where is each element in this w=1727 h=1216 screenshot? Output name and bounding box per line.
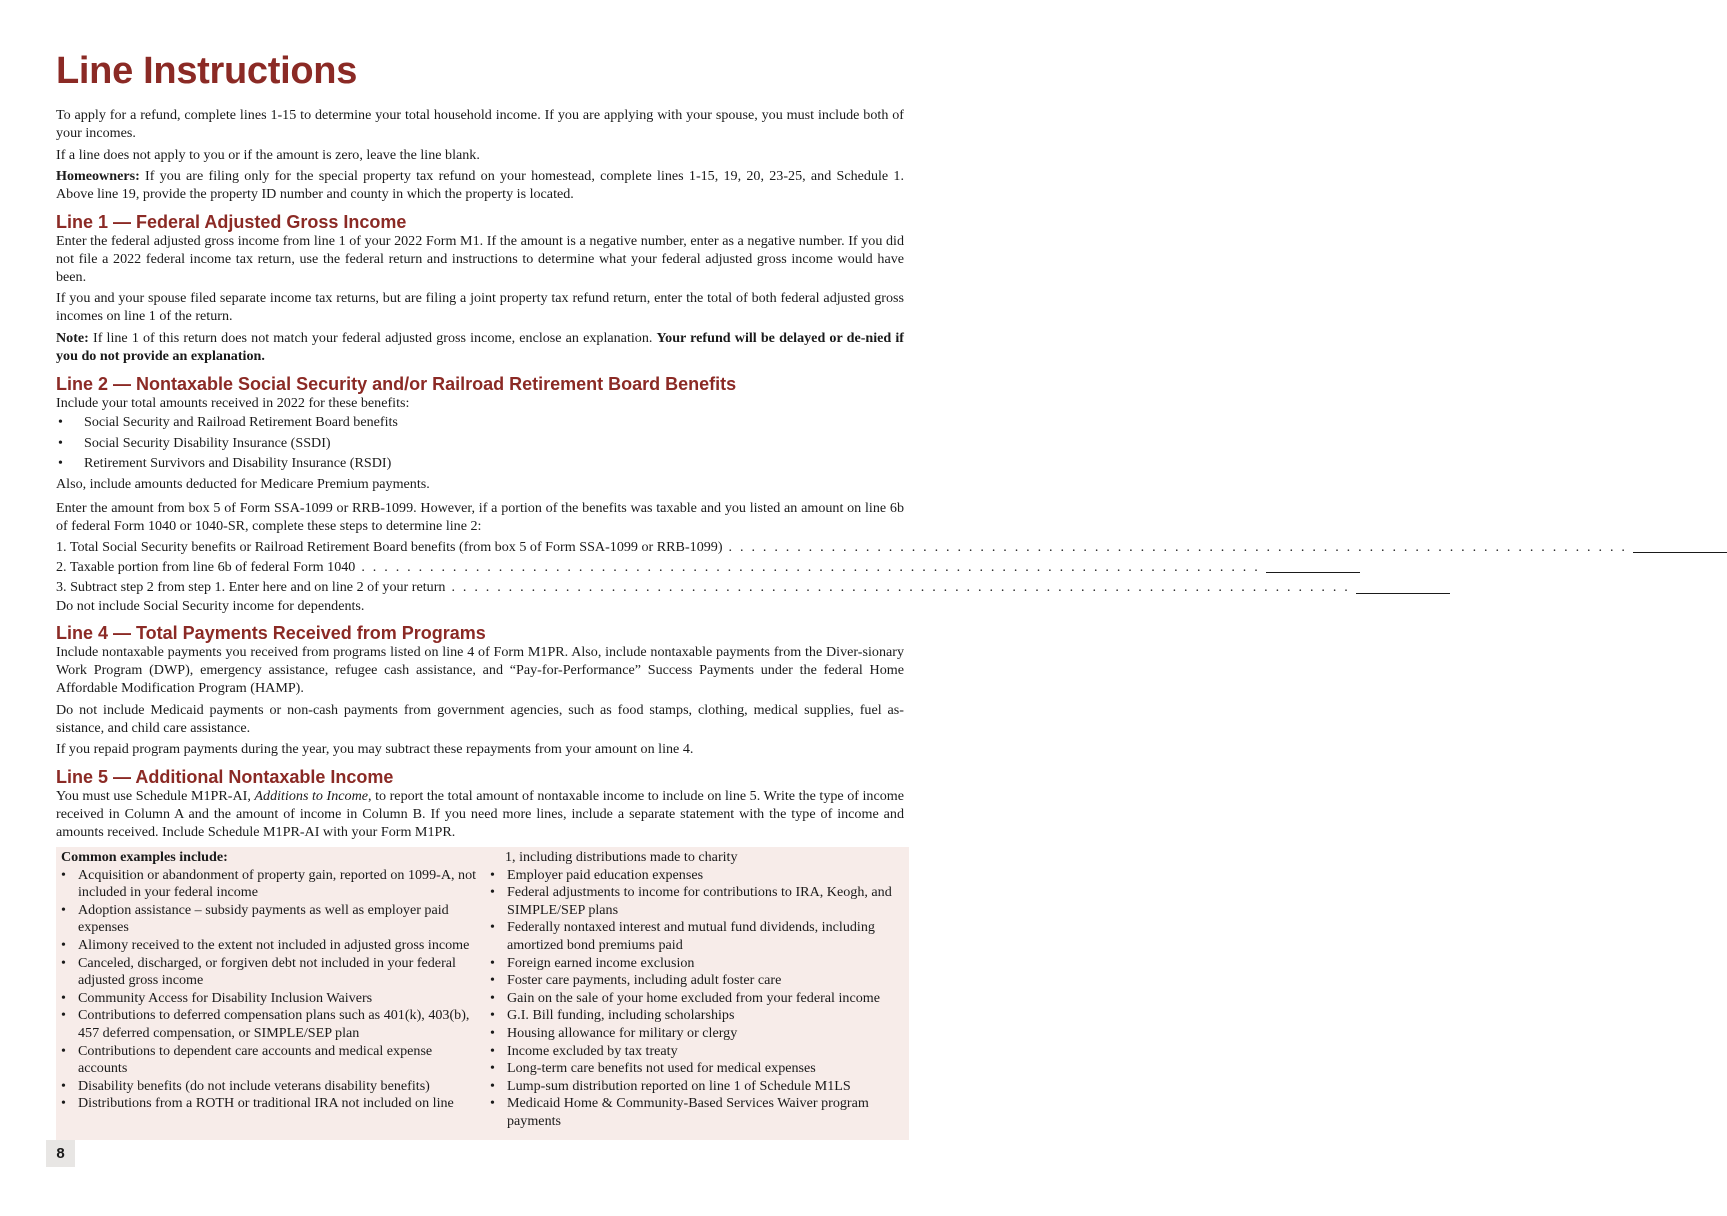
list-item: • Contributions to deferred compensation plans such as 401(k), 403(b), 457 deferred compensation, or SIMPLE/SEP plan — [60, 1007, 478, 1042]
line1-paragraph: If you and your spouse filed separate income tax returns, but are filing a joint property tax refund return, enter the total of both federal adjusted gross incomes on line 1 of the return. — [56, 290, 904, 325]
list-item: • Lump-sum distribution reported on line 1 of Schedule M1LS — [489, 1078, 907, 1096]
examples-list-right — [489, 867, 907, 1131]
list-item: • Foreign earned income exclusion — [489, 955, 907, 973]
line5-heading: Line 5 — Additional Nontaxable Income — [56, 767, 394, 788]
list-item: • Social Security Disability Insurance (SSDI) — [56, 433, 904, 453]
step-2-amount-blank — [1266, 558, 1360, 573]
line2-paragraph: Also, include amounts deducted for Medicare Premium payments. — [56, 476, 430, 493]
list-item: • Social Security and Railroad Retirement Board benefits — [56, 412, 904, 432]
line4-paragraph: If you repaid program payments during the year, you may subtract these repayments from your amount on line 4. — [56, 741, 694, 758]
note-label: Note: — [56, 329, 89, 346]
line5-text: You must use Schedule M1PR-AI, — [56, 788, 255, 805]
note-warning: Your refund will be delayed or de-nied if you do not provide an explanation. — [56, 329, 904, 364]
list-item: • Contributions to dependent care accounts and medical expense accounts — [60, 1043, 478, 1078]
line4-paragraph: Include nontaxable payments you received from programs listed on line 4 of Form M1PR. Also, include nontaxable payments from the Diver-sionary Work Program (DWP), emergency assistance, refugee cash assistance, and “Pay-for-Performance” Success Payments under the federal Home Affordable Modification Program (HAMP). — [56, 644, 904, 696]
step-3-amount-blank — [1356, 579, 1450, 594]
list-item-continuation: 1, including distributions made to charity — [505, 849, 738, 865]
line1-paragraph: Enter the federal adjusted gross income from line 1 of your 2022 Form M1. If the amount is a negative number, enter as a negative number. If you did not file a 2022 federal income tax return, use the federal return and instructions to determine what your federal adjusted gross income would have been. — [56, 232, 904, 285]
instructions-body — [56, 107, 1628, 846]
line2-heading: Line 2 — Nontaxable Social Security and/or Railroad Retirement Board Benefits — [56, 373, 737, 394]
intro-paragraph: To apply for a refund, complete lines 1-15 to determine your total household income. If you are applying with your spouse, you must include both of your incomes. — [56, 107, 904, 141]
line1-heading: Line 1 — Federal Adjusted Gross Income — [56, 211, 407, 232]
step-text: 1. Total Social Security benefits or Railroad Retirement Board benefits (from box 5 of Form SSA-1099 or RRB-1099) — [56, 538, 723, 555]
step-row — [56, 577, 1351, 597]
list-item: • Federally nontaxed interest and mutual fund dividends, including amortized bond premiums paid — [489, 919, 907, 954]
page-number: 8 — [46, 1140, 75, 1167]
list-item: • Adoption assistance – subsidy payments as well as employer paid expenses — [60, 902, 478, 937]
list-item: • Retirement Survivors and Disability Insurance (RSDI) — [56, 453, 904, 473]
list-item: • Acquisition or abandonment of property gain, reported on 1099-A, not included in your federal income — [60, 867, 478, 902]
line2-paragraph: Do not include Social Security income for dependents. — [56, 597, 365, 614]
line5-text: , to report the total amount of nontaxable income to include on line 5. Write the type of income received in Column A and the amount of income in Column B. If you need more lines, include a separate statement with the type of income and amounts received. Include Schedule M1PR-AI with your Form M1PR. — [56, 788, 905, 840]
common-examples-box — [56, 847, 909, 1140]
list-item: • Federal adjustments to income for contributions to IRA, Keogh, and SIMPLE/SEP plans — [489, 884, 907, 919]
step-text: 3. Subtract step 2 from step 1. Enter here and on line 2 of your return — [56, 579, 446, 596]
list-item: • Community Access for Disability Inclusion Waivers — [60, 990, 478, 1008]
line5-paragraph — [56, 788, 904, 841]
list-item: • Foster care payments, including adult foster care — [489, 972, 907, 990]
step-row — [56, 557, 1260, 577]
line2-paragraph: Enter the amount from box 5 of Form SSA-1099 or RRB-1099. However, if a portion of the benefits was taxable and you listed an amount on line 6b of federal Form 1040 or 1040-SR, complete these steps to determine line 2: — [56, 500, 904, 534]
page-title: Line Instructions — [56, 50, 358, 92]
homeowners-paragraph — [56, 168, 904, 204]
examples-column-left — [60, 849, 478, 1113]
line1-note — [56, 330, 904, 366]
list-item: • Long-term care benefits not used for medical expenses — [489, 1060, 907, 1078]
benefits-list — [56, 412, 904, 473]
list-item: • Disability benefits (do not include veterans disability benefits) — [60, 1078, 478, 1096]
list-item: • Distributions from a ROTH or traditional IRA not included on line — [60, 1095, 478, 1113]
list-item: • Housing allowance for military or clergy — [489, 1025, 907, 1043]
list-item: • Medicaid Home & Community-Based Services Waiver program payments — [489, 1095, 907, 1130]
examples-column-right — [489, 849, 907, 1131]
list-item: • Employer paid education expenses — [489, 867, 907, 885]
step-row — [56, 537, 1628, 557]
examples-list-left — [60, 867, 478, 1113]
list-item: • Canceled, discharged, or forgiven debt not included in your federal adjusted gross income — [60, 955, 478, 990]
leader-dots: . . . . . . . . . . . . . . . . . . . . . . . . . . . . . . . . . . . . . . . . . . . . . . . . . . . . . . . . . . . . . . . . . . . . . . . . . . . . . . . — [451, 579, 1351, 596]
list-item: • Gain on the sale of your home excluded from your federal income — [489, 990, 907, 1008]
note-text: If line 1 of this return does not match your federal adjusted gross income, enclose an explanation. — [88, 329, 657, 346]
line2-paragraph: Include your total amounts received in 2022 for these benefits: — [56, 394, 410, 411]
leader-dots: . . . . . . . . . . . . . . . . . . . . . . . . . . . . . . . . . . . . . . . . . . . . . . . . . . . . . . . . . . . . . . . . . . . . . . . . . . . . . . . — [361, 558, 1260, 575]
list-item: • G.I. Bill funding, including scholarships — [489, 1007, 907, 1025]
line4-paragraph: Do not include Medicaid payments or non-cash payments from government agencies, such as food stamps, clothing, medical supplies, fuel as-sistance, and child care assistance. — [56, 701, 904, 736]
homeowners-text: If you are filing only for the special property tax refund on your homestead, complete lines 1-15, 19, 20, 23-25, and Schedule 1. Above line 19, provide the property ID number and county in which the property is located. — [56, 168, 904, 203]
step-1-amount-blank — [1633, 538, 1727, 553]
examples-label: Common examples include: — [61, 849, 228, 865]
leader-dots: . . . . . . . . . . . . . . . . . . . . . . . . . . . . . . . . . . . . . . . . . . . . . . . . . . . . . . . . . . . . . . . . . . . . . . . . . . . . . . . — [728, 538, 1628, 555]
list-item: • Alimony received to the extent not included in adjusted gross income — [60, 937, 478, 955]
schedule-title: Additions to Income — [254, 788, 369, 805]
step-text: 2. Taxable portion from line 6b of federal Form 1040 — [56, 558, 356, 575]
homeowners-label: Homeowners: — [56, 168, 140, 185]
line4-heading: Line 4 — Total Payments Received from Programs — [56, 623, 486, 644]
line2-steps — [56, 537, 1628, 598]
list-item: • Income excluded by tax treaty — [489, 1043, 907, 1061]
intro-paragraph: If a line does not apply to you or if the amount is zero, leave the line blank. — [56, 146, 480, 163]
